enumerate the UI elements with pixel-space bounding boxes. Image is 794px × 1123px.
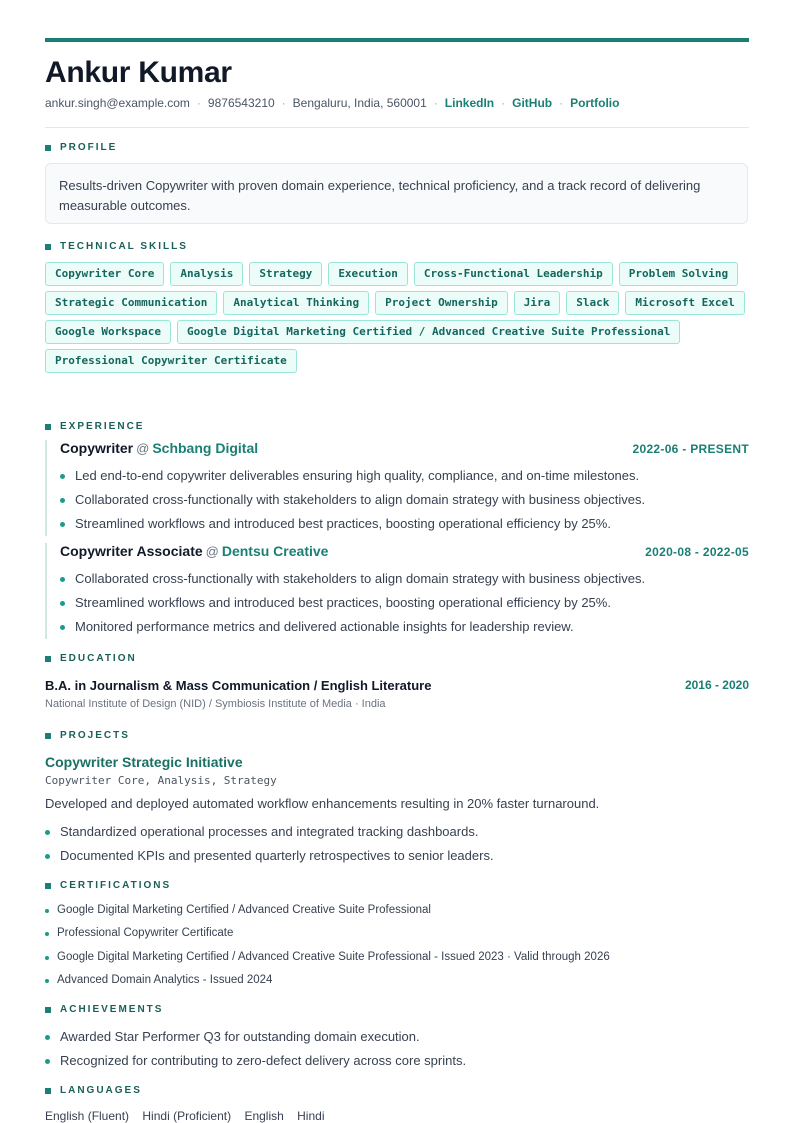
- achievement-item: Recognized for contributing to zero-defect delivery across core sprints.: [45, 1049, 466, 1073]
- separator: ·: [281, 96, 286, 110]
- profile-summary: Results-driven Copywriter with proven domain experience, technical proficiency, and a track record of delivering measurable outcomes.: [45, 163, 748, 224]
- section-marker-icon: [45, 733, 51, 739]
- skills-list: [45, 262, 755, 378]
- skill-chip: Strategic Communication: [45, 291, 217, 315]
- section-marker-icon: [45, 883, 51, 889]
- job-company: Dentsu Creative: [221, 543, 329, 559]
- language-item: English: [244, 1109, 284, 1123]
- job-bullet: Streamlined workflows and introduced best practices, boosting operational efficiency by 25%.: [60, 591, 749, 615]
- section-title-languages: LANGUAGES: [45, 1085, 142, 1096]
- skill-chip: Microsoft Excel: [625, 291, 744, 315]
- job-bullet: Streamlined workflows and introduced best practices, boosting operational efficiency by 25%.: [60, 512, 749, 536]
- section-title-experience: EXPERIENCE: [45, 421, 144, 432]
- skill-chip: Strategy: [249, 262, 322, 286]
- separator: ·: [196, 96, 201, 110]
- project-bullets: [45, 820, 494, 868]
- education-dates: 2016 - 2020: [684, 678, 749, 692]
- job-dates: 2022-06 - PRESENT: [632, 442, 749, 456]
- section-marker-icon: [45, 1088, 51, 1094]
- skill-chip: Slack: [566, 291, 619, 315]
- skill-chip: Google Digital Marketing Certified / Advanced Creative Suite Professional: [177, 320, 680, 344]
- job-bullet: Collaborated cross-functionally with stakeholders to align domain strategy with business objectives.: [60, 567, 749, 591]
- project-title: Copywriter Strategic Initiative: [45, 754, 243, 770]
- skill-chip: Professional Copywriter Certificate: [45, 349, 297, 373]
- skill-chip: Cross-Functional Leadership: [414, 262, 613, 286]
- contact-line: [45, 96, 619, 110]
- section-marker-icon: [45, 424, 51, 430]
- section-title-achievements: ACHIEVEMENTS: [45, 1004, 163, 1015]
- section-marker-icon: [45, 1007, 51, 1013]
- header-divider: [45, 127, 749, 128]
- section-marker-icon: [45, 145, 51, 151]
- job-title: Copywriter: [60, 440, 134, 456]
- education-entry: [45, 678, 749, 693]
- separator: ·: [433, 96, 438, 110]
- achievement-item: Awarded Star Performer Q3 for outstanding domain execution.: [45, 1025, 466, 1049]
- certification-item: Google Digital Marketing Certified / Advanced Creative Suite Professional: [45, 899, 610, 922]
- section-title-profile: PROFILE: [45, 142, 117, 153]
- github-link[interactable]: GitHub: [512, 96, 553, 110]
- job-title: Copywriter Associate: [60, 543, 203, 559]
- portfolio-link[interactable]: Portfolio: [570, 96, 620, 110]
- institution: National Institute of Design (NID) / Symbiosis Institute of Media · India: [45, 698, 386, 710]
- section-title-certifications: CERTIFICATIONS: [45, 880, 171, 891]
- achievements-list: [45, 1025, 466, 1073]
- skill-chip: Analysis: [170, 262, 243, 286]
- language-item: Hindi: [297, 1109, 325, 1123]
- section-title-education: EDUCATION: [45, 653, 137, 664]
- job-dates: 2020-08 - 2022-05: [645, 545, 749, 559]
- skill-chip: Google Workspace: [45, 320, 171, 344]
- section-marker-icon: [45, 244, 51, 250]
- project-bullet: Standardized operational processes and integrated tracking dashboards.: [45, 820, 494, 844]
- certification-item: Advanced Domain Analytics - Issued 2024: [45, 969, 610, 992]
- job-entry: [45, 543, 749, 639]
- job-bullet: Collaborated cross-functionally with stakeholders to align domain strategy with business objectives.: [60, 488, 749, 512]
- project-tech: Copywriter Core, Analysis, Strategy: [45, 774, 277, 787]
- certifications-list: [45, 899, 610, 992]
- skill-chip: Analytical Thinking: [223, 291, 369, 315]
- job-bullet: Monitored performance metrics and delivered actionable insights for leadership review.: [60, 615, 749, 639]
- degree: B.A. in Journalism & Mass Communication / English Literature: [45, 678, 432, 693]
- language-item: Hindi (Proficient): [142, 1109, 232, 1123]
- phone: 9876543210: [207, 96, 275, 110]
- project-description: Developed and deployed automated workflow enhancements resulting in 20% faster turnaround.: [45, 796, 600, 811]
- skill-chip: Execution: [328, 262, 408, 286]
- job-at: @: [136, 441, 150, 456]
- job-company: Schbang Digital: [152, 440, 259, 456]
- certification-item: Professional Copywriter Certificate: [45, 922, 610, 945]
- section-title-projects: PROJECTS: [45, 730, 130, 741]
- languages-list: [45, 1109, 335, 1123]
- skill-chip: Copywriter Core: [45, 262, 164, 286]
- skill-chip: Problem Solving: [619, 262, 738, 286]
- email: ankur.singh@example.com: [45, 96, 190, 110]
- job-at: @: [205, 544, 219, 559]
- accent-bar: [45, 38, 749, 42]
- language-item: English (Fluent): [45, 1109, 130, 1123]
- project-bullet: Documented KPIs and presented quarterly retrospectives to senior leaders.: [45, 844, 494, 868]
- candidate-name: Ankur Kumar: [45, 56, 232, 89]
- linkedin-link[interactable]: LinkedIn: [444, 96, 495, 110]
- skill-chip: Jira: [514, 291, 561, 315]
- job-bullet: Led end-to-end copywriter deliverables ensuring high quality, compliance, and on-time milestones.: [60, 464, 749, 488]
- separator: ·: [501, 96, 506, 110]
- section-marker-icon: [45, 656, 51, 662]
- skill-chip: Project Ownership: [375, 291, 508, 315]
- certification-item: Google Digital Marketing Certified / Advanced Creative Suite Professional - Issued 2023 · Valid through 2026: [45, 946, 610, 969]
- separator: ·: [559, 96, 564, 110]
- location: Bengaluru, India, 560001: [292, 96, 427, 110]
- section-title-skills: TECHNICAL SKILLS: [45, 241, 188, 252]
- job-entry: [45, 440, 749, 536]
